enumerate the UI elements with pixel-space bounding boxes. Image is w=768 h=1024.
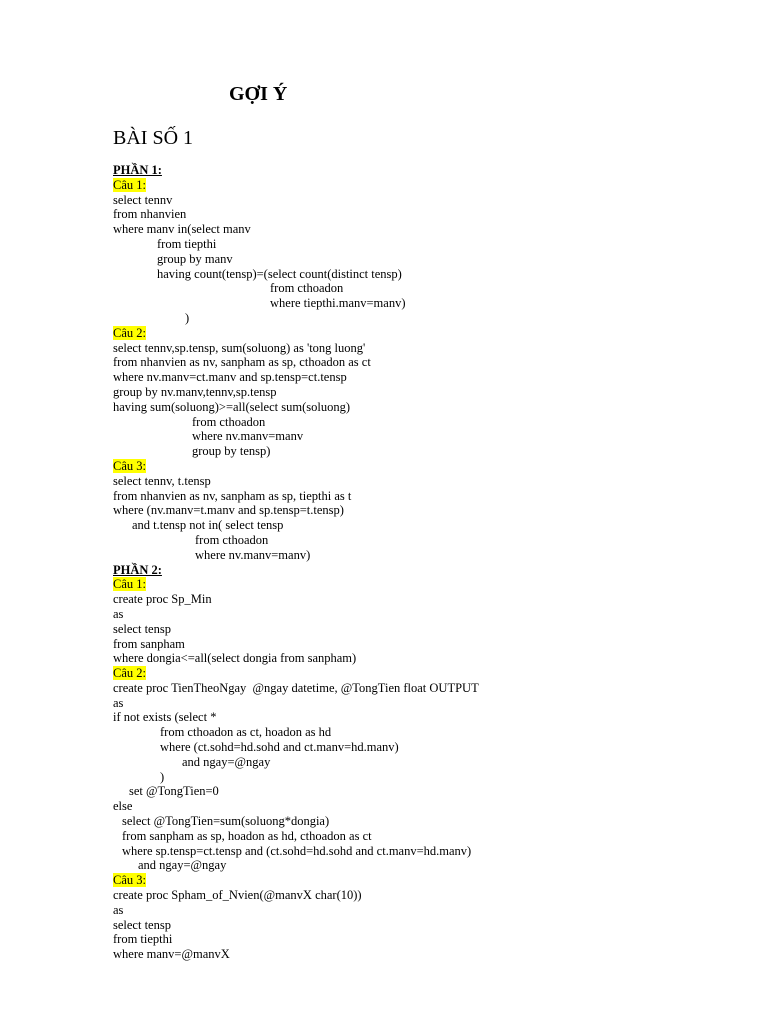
code-line-text: create proc Sp_Min: [113, 592, 212, 607]
code-line: [113, 592, 733, 607]
code-line-text: and ngay=@ngay: [138, 858, 227, 873]
part-heading-text: PHẦN 1:: [113, 163, 162, 177]
code-line-text: where manv in(select manv: [113, 222, 251, 237]
code-line: [113, 918, 733, 933]
code-line: [113, 755, 733, 770]
question-label-text: Câu 2:: [113, 325, 146, 340]
code-line-text: where nv.manv=ct.manv and sp.tensp=ct.tensp: [113, 370, 347, 385]
code-line-text: from tiepthi: [157, 236, 217, 251]
code-line: [113, 710, 733, 725]
code-line: [113, 385, 733, 400]
code-line-text: where nv.manv=manv): [195, 547, 311, 562]
code-line: [113, 415, 733, 430]
code-line: [113, 725, 733, 740]
code-line: [113, 799, 733, 814]
code-line: [113, 696, 733, 711]
code-line: [113, 311, 733, 326]
code-line-text: if not exists (select *: [113, 710, 217, 725]
code-line: [113, 474, 733, 489]
code-line: [113, 518, 733, 533]
code-line: [113, 858, 733, 873]
code-line-text: ): [185, 310, 190, 325]
code-line: [113, 651, 733, 666]
code-line: [113, 622, 733, 637]
code-line: [113, 770, 733, 785]
code-line: [113, 607, 733, 622]
code-line-text: where dongia<=all(select dongia from sanpham): [113, 651, 357, 666]
code-line-text: where sp.tensp=ct.tensp and (ct.sohd=hd.sohd and ct.manv=hd.manv): [122, 843, 472, 858]
code-line-text: select tennv,sp.tensp, sum(soluong) as 'tong luong': [113, 340, 366, 355]
code-line-text: from cthoadon: [192, 414, 266, 429]
code-line-text: from nhanvien: [113, 207, 187, 222]
code-line-text: select tennv: [113, 192, 173, 207]
code-line-text: else: [113, 799, 133, 814]
code-line: [113, 237, 733, 252]
code-line-text: as: [113, 606, 124, 621]
code-line: [113, 252, 733, 267]
code-line: [113, 444, 733, 459]
code-line-text: ): [160, 769, 165, 784]
code-line: [113, 207, 733, 222]
code-line: [113, 267, 733, 282]
code-line-text: where manv=@manvX: [113, 947, 230, 962]
code-line: [113, 400, 733, 415]
code-line-text: from nhanvien as nv, sanpham as sp, cthoadon as ct: [113, 355, 371, 370]
code-line: [113, 947, 733, 962]
code-line-text: group by nv.manv,tennv,sp.tensp: [113, 384, 277, 399]
code-line: [113, 637, 733, 652]
code-line-text: from cthoadon: [195, 532, 269, 547]
code-line: [113, 932, 733, 947]
code-line-text: select @TongTien=sum(soluong*dongia): [122, 814, 330, 829]
code-line-text: from cthoadon: [270, 281, 344, 296]
code-line: [113, 829, 733, 844]
code-line: [113, 489, 733, 504]
code-line: [113, 888, 733, 903]
code-line-text: where nv.manv=manv: [192, 429, 304, 444]
part-heading-text: PHẦN 2:: [113, 562, 162, 577]
code-line-text: from sanpham as sp, hoadon as hd, cthoadon as ct: [122, 828, 372, 843]
code-line-text: as: [113, 695, 124, 710]
code-line-text: select tennv, t.tensp: [113, 473, 211, 488]
code-line-text: having count(tensp)=(select count(distinct tensp): [157, 266, 402, 281]
code-line: [113, 814, 733, 829]
code-line: [113, 429, 733, 444]
question-label-text: Câu 2:: [113, 666, 146, 681]
code-line-text: where (nv.manv=t.manv and sp.tensp=t.tensp): [113, 503, 344, 518]
question-label: [113, 666, 733, 681]
code-line-text: set @TongTien=0: [129, 784, 219, 799]
question-label: [113, 326, 733, 341]
code-line-text: having sum(soluong)>=all(select sum(soluong): [113, 399, 350, 414]
part-heading: [113, 563, 733, 578]
question-label: [113, 873, 733, 888]
page-title: GỢI Ý: [229, 83, 288, 105]
question-label-text: Câu 1:: [113, 177, 146, 192]
code-line-text: where tiepthi.manv=manv): [270, 296, 406, 311]
code-line: [113, 341, 733, 356]
question-label: [113, 459, 733, 474]
code-line: [113, 355, 733, 370]
code-line: [113, 681, 733, 696]
code-line: [113, 222, 733, 237]
code-line-text: select tensp: [113, 621, 171, 636]
code-line: [113, 903, 733, 918]
question-label: [113, 577, 733, 592]
section-title: BÀI SỐ 1: [113, 127, 194, 149]
code-line-text: from cthoadon as ct, hoadon as hd: [160, 725, 332, 740]
question-label-text: Câu 3:: [113, 458, 146, 473]
question-label: [113, 178, 733, 193]
code-line: [113, 296, 733, 311]
code-line-text: create proc TienTheoNgay @ngay datetime, @TongTien float OUTPUT: [113, 680, 479, 695]
code-line-text: create proc Spham_of_Nvien(@manvX char(10)): [113, 888, 362, 903]
code-line-text: and t.tensp not in( select tensp: [132, 518, 284, 533]
code-line-text: as: [113, 902, 124, 917]
code-line: [113, 281, 733, 296]
code-line: [113, 740, 733, 755]
code-line: [113, 548, 733, 563]
question-label-text: Câu 1:: [113, 577, 146, 592]
question-label-text: Câu 3:: [113, 873, 146, 888]
document-body: [113, 163, 733, 962]
code-line-text: and ngay=@ngay: [182, 754, 271, 769]
code-line-text: from sanpham: [113, 636, 185, 651]
code-line-text: from tiepthi: [113, 932, 173, 947]
code-line-text: select tensp: [113, 917, 171, 932]
code-line: [113, 784, 733, 799]
part-heading: [113, 163, 733, 178]
code-line-text: from nhanvien as nv, sanpham as sp, tiepthi as t: [113, 488, 352, 503]
code-line: [113, 370, 733, 385]
code-line-text: group by manv: [157, 251, 233, 266]
code-line: [113, 193, 733, 208]
code-line: [113, 503, 733, 518]
code-line: [113, 533, 733, 548]
code-line-text: where (ct.sohd=hd.sohd and ct.manv=hd.manv): [160, 740, 399, 755]
code-line-text: group by tensp): [192, 444, 271, 459]
code-line: [113, 844, 733, 859]
